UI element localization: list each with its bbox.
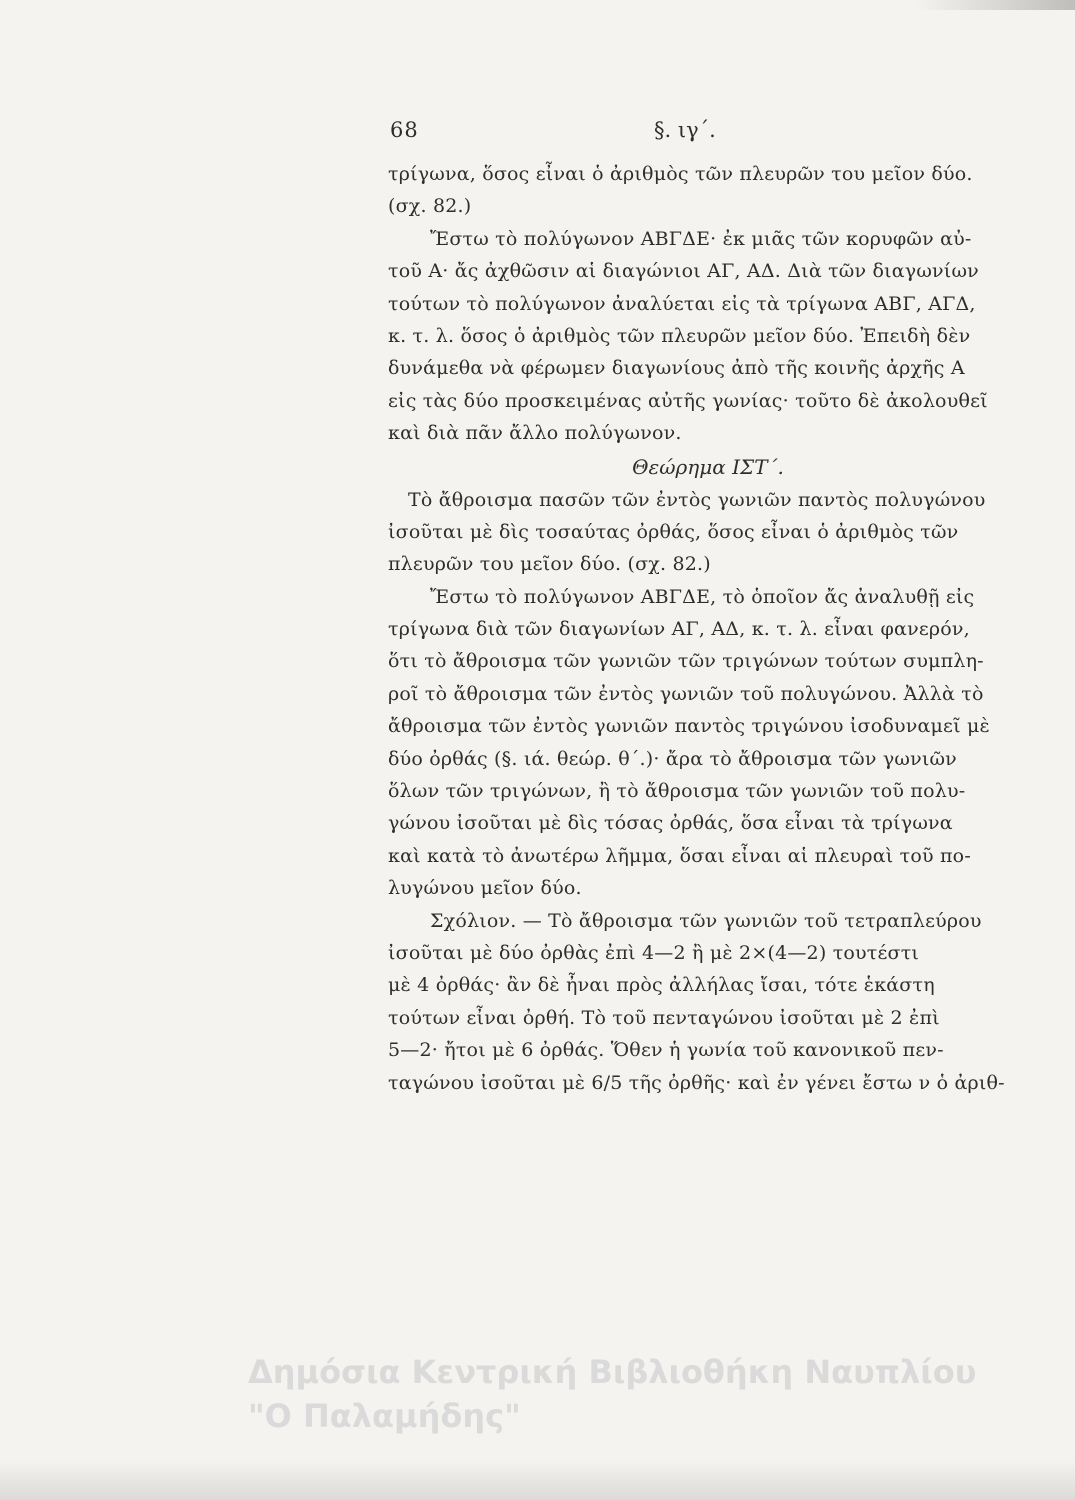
text-line: λυγώνου μεῖον δύο. <box>388 877 582 900</box>
theorem-statement <box>388 484 998 581</box>
scan-top-shadow <box>915 0 1075 10</box>
text-line: τρίγωνα διὰ τῶν διαγωνίων ΑΓ, ΑΔ, κ. τ. λ. εἶναι φανερόν, <box>388 618 970 641</box>
running-head <box>388 118 998 158</box>
library-watermark <box>248 1350 1048 1438</box>
text-line: ἰσοῦται μὲ δὶς τοσαύτας ὀρθάς, ὅσος εἶναι ὁ ἀριθμὸς τῶν <box>388 520 959 543</box>
theorem-proof <box>388 581 998 905</box>
text-line: τούτων τὸ πολύγωνον ἀναλύεται εἰς τὰ τρίγωνα ΑΒΓ, ΑΓΔ, <box>388 292 976 315</box>
text-line: τρίγωνα, ὅσος εἶναι ὁ ἀριθμὸς τῶν πλευρῶν του μεῖον δύο. <box>388 163 973 185</box>
theorem-title: Θεώρημα ΙΣΤ΄. <box>632 454 784 479</box>
text-line: ταγώνου ἰσοῦται μὲ 6/5 τῆς ὀρθῆς· καὶ ἐν γένει ἔστω ν ὁ ἀριθ- <box>388 1071 1005 1094</box>
paragraph-lemma-proof <box>388 223 998 450</box>
text-line: Ἔστω τὸ πολύγωνον ΑΒΓΔΕ, τὸ ὁποῖον ἄς ἀναλυθῇ εἰς <box>430 585 975 608</box>
text-line: ὅτι τὸ ἄθροισμα τῶν γωνιῶν τῶν τριγώνων τούτων συμπλη- <box>388 650 984 673</box>
text-line: δύο ὀρθάς (§. ιά. θεώρ. θ΄.)· ἄρα τὸ ἄθροισμα τῶν γωνιῶν <box>388 747 957 770</box>
section-heading: §. ιγ΄. <box>654 118 716 142</box>
text-line: καὶ διὰ πᾶν ἄλλο πολύγωνον. <box>388 422 682 445</box>
text-line: Ἔστω τὸ πολύγωνον ΑΒΓΔΕ· ἐκ μιᾶς τῶν κορυφῶν αὐ- <box>430 227 972 250</box>
text-line: ὅλων τῶν τριγώνων, ἢ τὸ ἄθροισμα τῶν γωνιῶν τοῦ πολυ- <box>388 780 966 803</box>
page-number: 68 <box>390 118 419 142</box>
text-line: κ. τ. λ. ὅσος ὁ ἀριθμὸς τῶν πλευρῶν μεῖον δύο. Ἐπειδὴ δὲν <box>388 324 971 347</box>
watermark-library-subtitle: "Ο Παλαμήδης" <box>248 1397 521 1435</box>
text-line: τοῦ Α· ἄς ἀχθῶσιν αἱ διαγώνιοι ΑΓ, ΑΔ. Διὰ τῶν διαγωνίων <box>388 260 979 283</box>
text-line: (σχ. 82.) <box>388 195 472 218</box>
text-line: εἰς τὰς δύο προσκειμένας αὐτῆς γωνίας· τοῦτο δὲ ἀκολουθεῖ <box>388 389 988 412</box>
text-line: ροῖ τὸ ἄθροισμα τῶν ἐντὸς γωνιῶν τοῦ πολυγώνου. Ἀλλὰ τὸ <box>388 682 984 705</box>
text-line: ἄθροισμα τῶν ἐντὸς γωνιῶν παντὸς τριγώνου ἰσοδυναμεῖ μὲ <box>388 715 990 738</box>
text-line: Τὸ ἄθροισμα πασῶν τῶν ἐντὸς γωνιῶν παντὸς πολυγώνου <box>408 488 986 511</box>
book-page <box>388 118 1005 1099</box>
scan-bottom-shadow <box>0 1460 1075 1500</box>
text-line: πλευρῶν του μεῖον δύο. (σχ. 82.) <box>388 553 711 576</box>
text-line: καὶ κατὰ τὸ ἀνωτέρω λῆμμα, ὅσαι εἶναι αἱ πλευραὶ τοῦ πο- <box>388 844 971 867</box>
paragraph-continuation <box>388 158 998 223</box>
text-line: 5—2· ἤτοι μὲ 6 ὀρθάς. Ὅθεν ἡ γωνία τοῦ κανονικοῦ πεν- <box>388 1039 944 1062</box>
watermark-library-name: Δημόσια Κεντρική Βιβλιοθήκη Ναυπλίου <box>248 1353 977 1391</box>
scholion <box>388 905 1005 1099</box>
text-line: τούτων εἶναι ὀρθή. Τὸ τοῦ πενταγώνου ἰσοῦται μὲ 2 ἐπὶ <box>388 1006 940 1029</box>
text-line: μὲ 4 ὀρθάς· ἂν δὲ ἦναι πρὸς ἀλλήλας ἴσαι, τότε ἑκάστη <box>388 974 935 997</box>
text-line: γώνου ἰσοῦται μὲ δὶς τόσας ὀρθάς, ὅσα εἶναι τὰ τρίγωνα <box>388 812 953 835</box>
text-line: ἰσοῦται μὲ δύο ὀρθὰς ἐπὶ 4—2 ἢ μὲ 2×(4—2) τουτέστι <box>388 941 920 964</box>
text-line: δυνάμεθα νὰ φέρωμεν διαγωνίους ἀπὸ τῆς κοινῆς ἀρχῆς Α <box>388 357 965 380</box>
text-line: Σχόλιον. — Τὸ ἄθροισμα τῶν γωνιῶν τοῦ τετραπλεύρου <box>430 909 982 932</box>
